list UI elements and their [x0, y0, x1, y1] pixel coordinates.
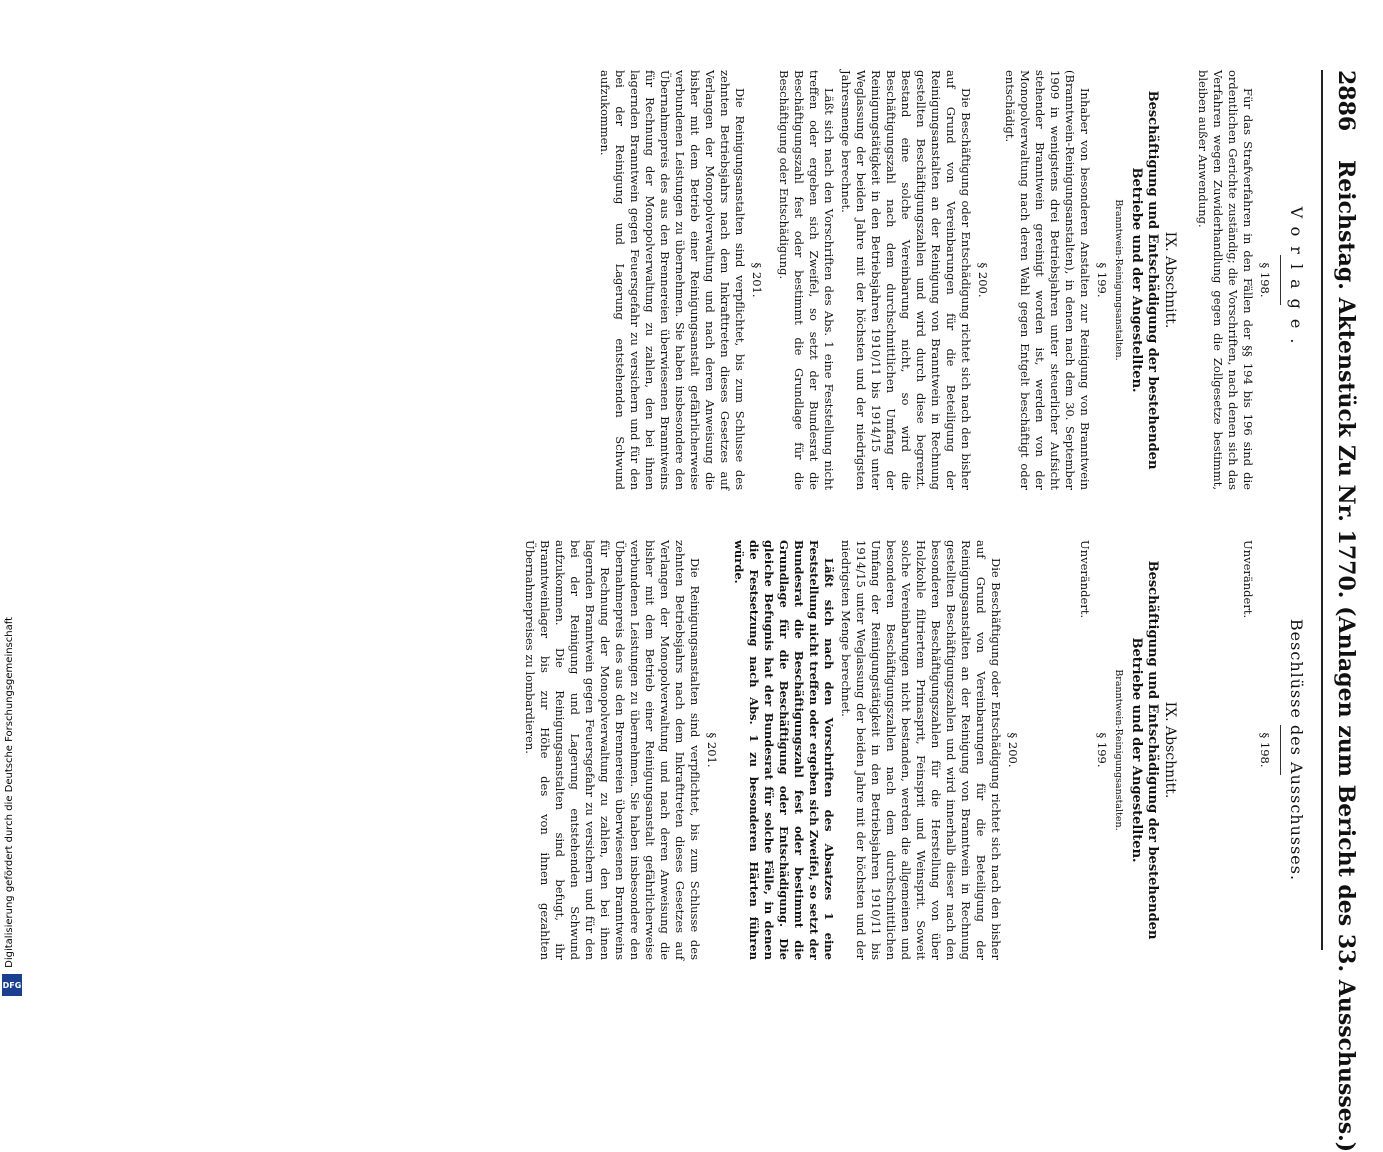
divider [1280, 725, 1281, 775]
paragraph-text: Inhaber von besonderen Anstalten zur Reinigung von Branntwein (Branntwein-Reinigungsanstalten), in denen nach dem 30. September 1909 in wenigstens drei Betriebsjahren unter steuerlicher Aufsicht stehender Branntwein gereinigt worden ist, werden von der Monopolverwaltung nach deren Wahl gegen Entgelt beschäftigt oder entschädigt. [1003, 70, 1092, 490]
column-vorlage [595, 70, 1308, 490]
paragraph-text: Die Reinigungsanstalten sind verpflichtet, bis zum Schlusse des zehnten Betriebsjahrs nach dem Inkrafttreten dieses Gesetzes auf Verlangen der Monopolverwaltung und nach deren Anweisung die bisher mit dem Betrieb einer Reinigungsanstalt gefährlicherweise verbundenen Leistungen zu übernehmen. Sie haben insbesondere den Übernahmepreis des aus den Brennereien überwiesenen Branntweins für Rechnung der Monopolverwaltung zu zahlen, den bei ihnen lagernden Branntwein gegen Feuersgefahr zu versichern und für den bei der Reinigung und Lagerung entstehenden Schwund aufzukommen. Die Reinigungsanstalten sind befugt, ihr Branntweinlager bis zur Höhe des von ihnen gezahlten Übernahmepreises zu lombardieren. [523, 540, 702, 960]
paragraph-number: § 198. [1258, 262, 1272, 298]
section-subtitle: Beschäftigung und Entschädigung der bestehenden Betriebe und der Angestellten. [1129, 90, 1160, 470]
dfg-logo: DFG [2, 974, 22, 996]
paragraph-text: Unverändert. [1078, 540, 1092, 619]
paragraph-number: § 199. [1095, 732, 1109, 768]
running-title: Reichstag. Aktenstück Zu Nr. 1770. (Anlagen zum Bericht des 33. Ausschusses.) [1333, 160, 1359, 1152]
footer-credit: Digitalisierung gefördert durch die Deutsche Forschungsgemeinschaft [4, 617, 15, 968]
column-beschluesse [520, 540, 1308, 960]
paragraph-text: Die Beschäftigung oder Entschädigung richtet sich nach den bisher auf Grund von Vereinbarungen für die Beteiligung der Reinigungsanstalten an der Reinigung von Branntwein in Rechnung gestellten Beschäftigungszahlen und wird innerhalb dieser nach den besonderen Beschäftigungszahlen für die Herstellung von über Holzkohle filtriertem Primasprit, Feinsprit und Weinsprit. Soweit solche Vereinbarungen nicht bestanden, werden die allgemeinen und besonderen Beschäftigungszahlen nach dem durchschnittlichen Umfang der Reinigungstätigkeit in den Betriebsjahren 1910/11 bis 1914/15 unter Weglassung der beiden Jahre mit der höchsten und der niedrigsten Menge berechnet. [839, 540, 1003, 960]
section-subtitle: Beschäftigung und Entschädigung der bestehenden Betriebe und der Angestellten. [1129, 560, 1160, 940]
paragraph-number: § 200. [976, 262, 990, 298]
paragraph-number: § 200. [1006, 732, 1020, 768]
paragraph-text: Läßt sich nach den Vorschriften des Absatzes 1 eine Feststellung nicht treffen oder ergeben sich Zweifel, so setzt der Bundesrat die Beschäftigungszahl fest oder bestimmt die Grundlage für die Beschäftigung oder Entschädigung. Die gleiche Befugnis hat der Bundesrat für solche Fälle, in denen die Festsetzung nach Abs. 1 zu besonderen Härten führen würde. [732, 540, 836, 960]
sub-caption: Branntwein-Reinigungsanstalten. [1113, 199, 1124, 361]
paragraph-text: Für das Strafverfahren in den Fällen der §§ 194 bis 196 sind die ordentlichen Gerichte zuständig; die Vorschriften, nach denen sich das Verfahren wegen Zuwiderhandlung gegen die Zollgesetze bestimmt, bleiben außer Anwendung. [1196, 70, 1255, 490]
column-heading: Vorlage. [1287, 206, 1306, 354]
paragraph-text: Die Beschäftigung oder Entschädigung richtet sich nach den bisher auf Grund von Vereinbarungen für die Beteiligung der Reinigungsanstalten an der Reinigung von Branntwein in Rechnung gestellten Beschäftigungszahlen und wird durch diese begrenzt. Bestand eine solche Vereinbarung nicht, so wird die Beschäftigungszahl nach dem durchschnittlichen Umfang der Reinigungstätigkeit in den Betriebsjahren 1910/11 bis 1914/15 unter Weglassung der beiden Jahre mit der höchsten und der niedrigsten Jahresmenge berechnet. [839, 70, 973, 490]
paragraph-text: Unverändert. [1241, 540, 1255, 619]
paragraph-number: § 201. [750, 262, 764, 298]
paragraph-text: Die Reinigungsanstalten sind verpflichtet, bis zum Schlusse des zehnten Betriebsjahrs nach dem Inkrafttreten dieses Gesetzes auf Verlangen der Monopolverwaltung und nach deren Anweisung die bisher mit dem Betrieb einer Reinigungsanstalt gefährlicherweise verbundenen Leistungen zu übernehmen. Sie haben insbesondere den Übernahmepreis des aus den Brennereien überwiesenen Branntweins für Rechnung der Monopolverwaltung zu zahlen, den bei ihnen lagernden Branntwein gegen Feuersgefahr zu versichern und für den bei der Reinigung und Lagerung entstehenden Schwund aufzukommen. [598, 70, 747, 490]
section-title: IX. Abschnitt. [1162, 231, 1178, 329]
section-title: IX. Abschnitt. [1162, 701, 1178, 799]
paragraph-number: § 199. [1095, 262, 1109, 298]
digitization-footer [0, 0, 26, 1000]
paragraph-text: Läßt sich nach den Vorschriften des Abs. 1 eine Feststellung nicht treffen oder ergeben sich Zweifel, so setzt der Bundesrat die Beschäftigungszahl fest oder bestimmt die Grundlage für die Beschäftigung oder Entschädigung. [777, 70, 836, 490]
paragraph-number: § 198. [1258, 732, 1272, 768]
column-heading: Beschlüsse des Ausschusses. [1287, 618, 1306, 882]
divider [1280, 255, 1281, 305]
page-number: 2886 [1333, 70, 1359, 132]
page-header [1321, 70, 1363, 1152]
sub-caption: Branntwein-Reinigungsanstalten. [1113, 669, 1124, 831]
paragraph-number: § 201. [705, 732, 719, 768]
